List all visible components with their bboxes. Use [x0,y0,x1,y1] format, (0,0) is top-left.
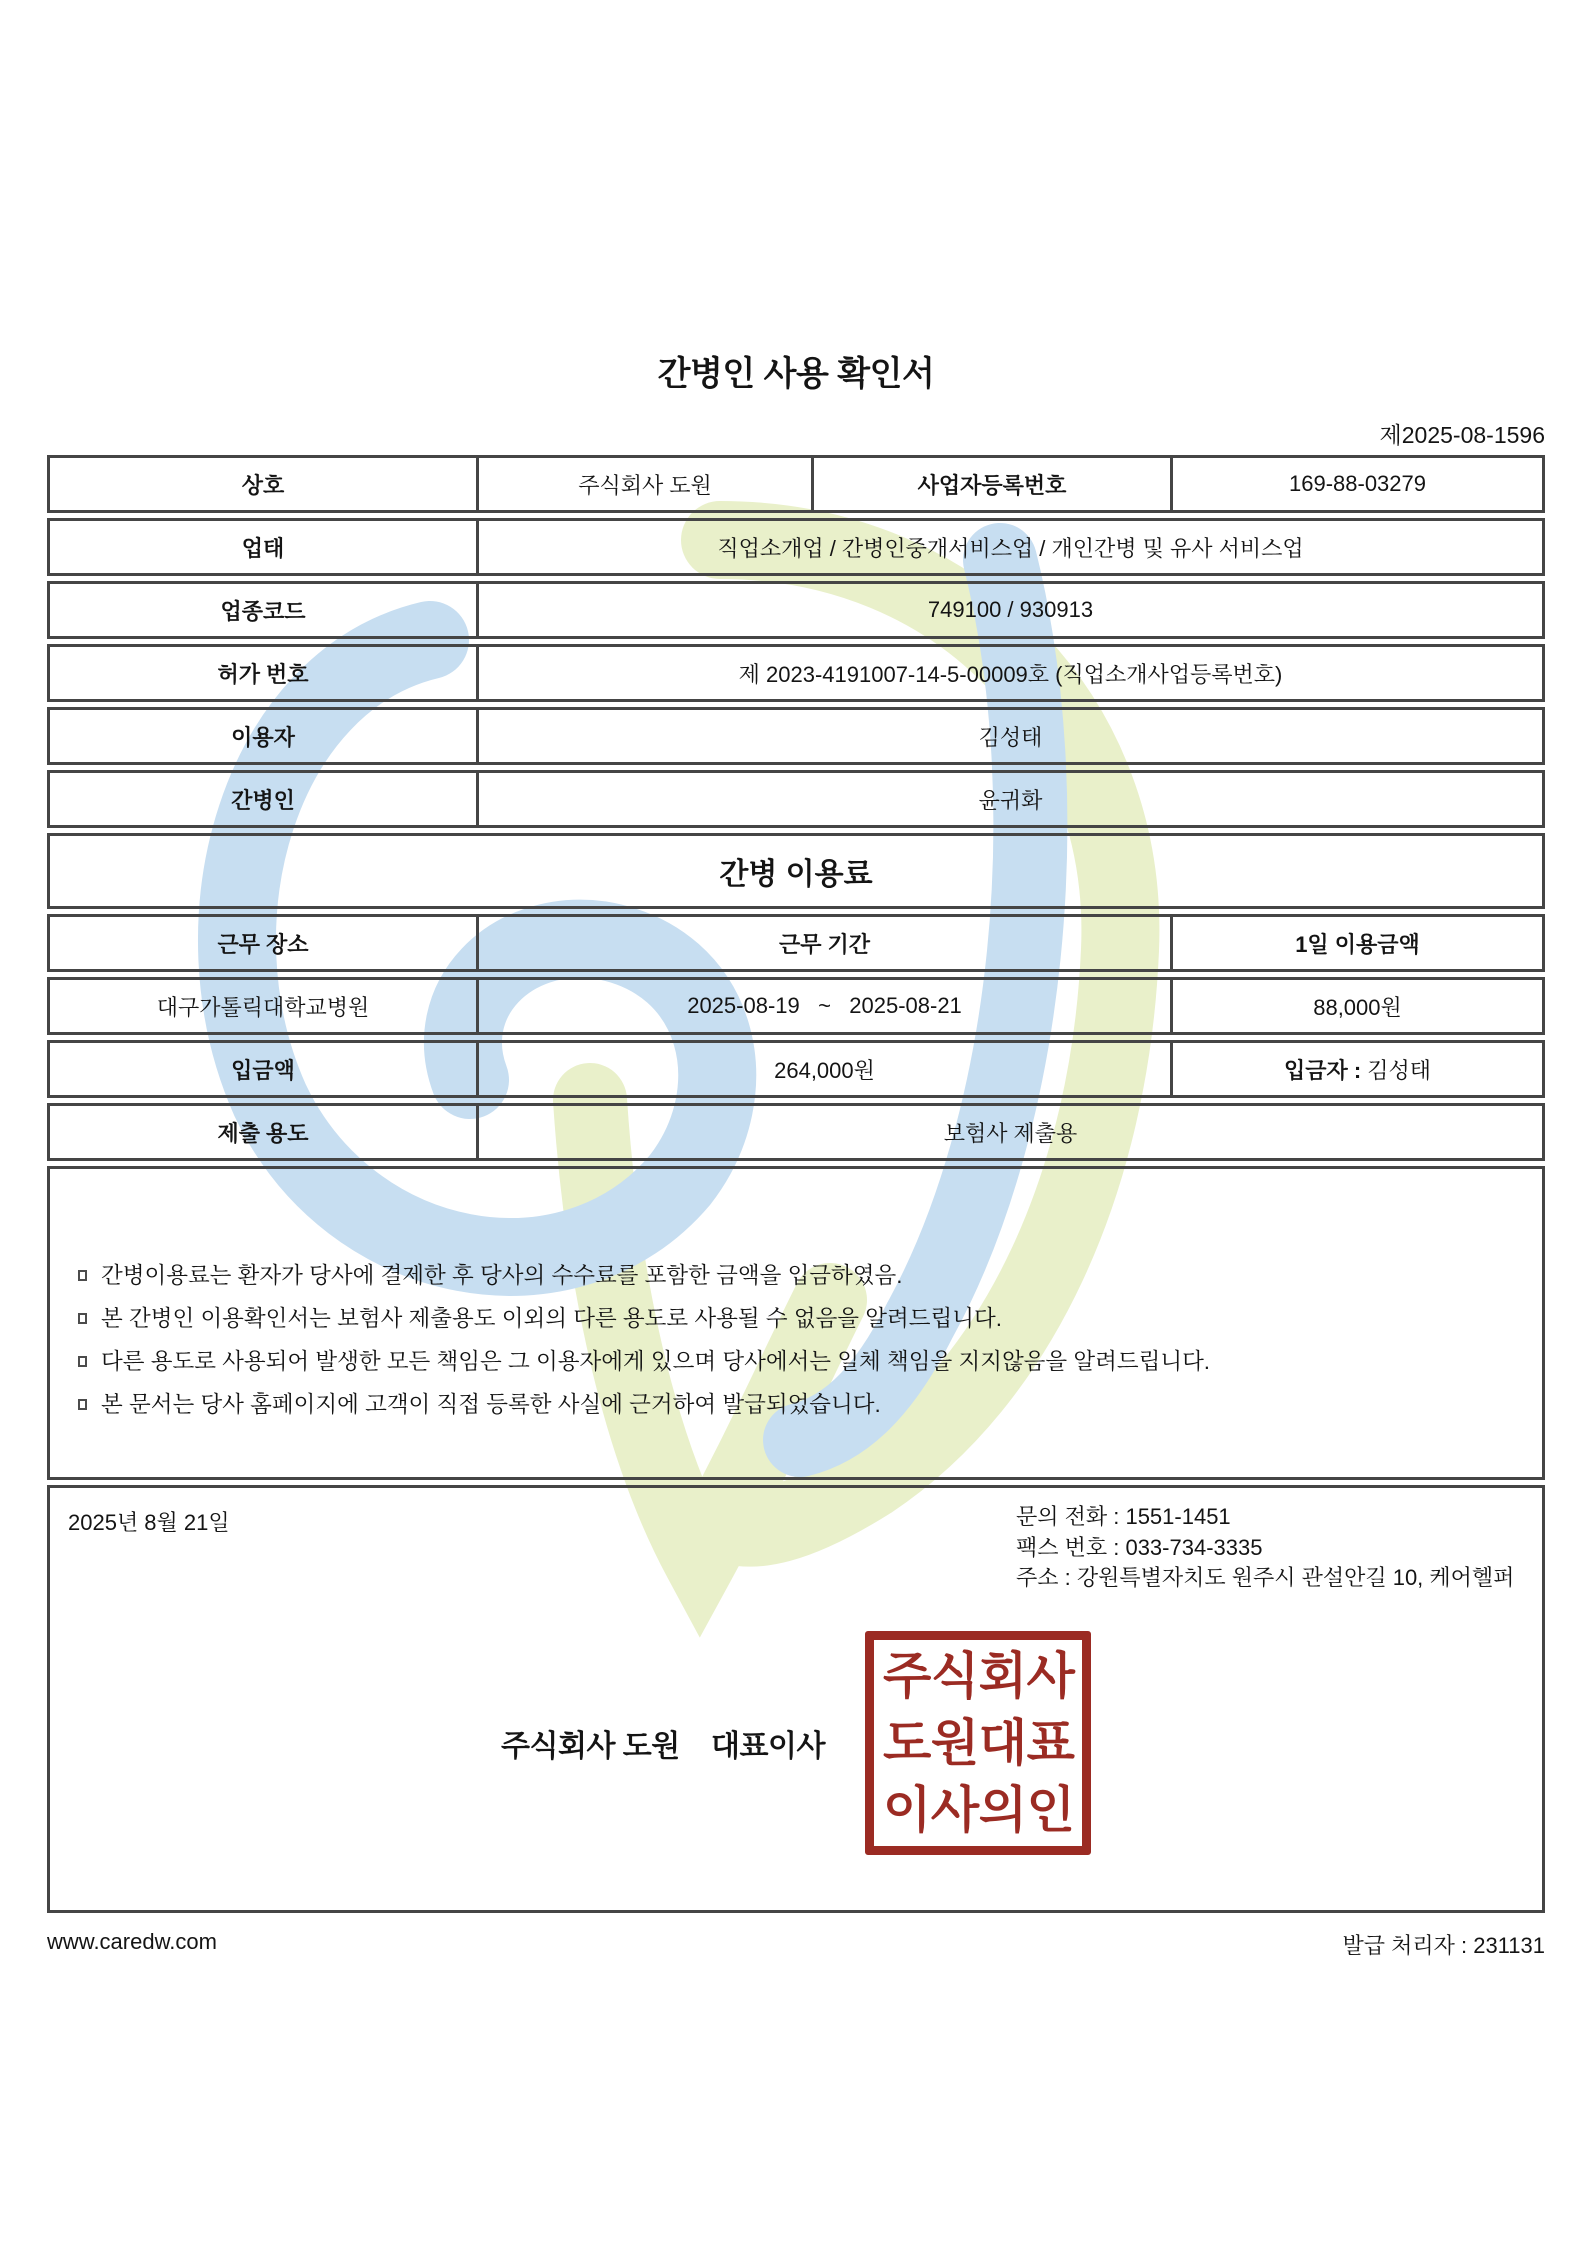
table-row-permit-number [47,644,1545,702]
square-bullet-icon [78,1356,87,1367]
user-value: 김성태 [476,710,1542,762]
permit-number-value: 제 2023-4191007-14-5-00009호 (직업소개사업등록번호) [476,647,1542,699]
industry-code-value: 749100 / 930913 [476,584,1542,636]
permit-number-label: 허가 번호 [217,661,309,687]
contact-address: 주소 : 강원특별자치도 원주시 관설안길 10, 케어헬퍼 [1016,1565,1515,1590]
note-text: 본 간병인 이용확인서는 보험사 제출용도 이외의 다른 용도로 사용될 수 없음을 알려드립니다. [101,1306,1002,1331]
corporate-seal-stamp [865,1631,1091,1855]
table-row-purpose [47,1103,1545,1161]
signature-row [50,1630,1542,1856]
notes-box [47,1166,1545,1480]
footer-issuer: 발급 처리자 : 231131 [1342,1933,1545,1958]
contact-fax: 팩스 번호 : 033-734-3335 [1016,1534,1263,1560]
daily-fee-header: 1일 이용금액 [1170,917,1542,969]
note-item [78,1304,1512,1347]
caregiver-value: 윤귀화 [476,773,1542,825]
business-regno-label: 사업자등록번호 [811,458,1170,510]
company-label: 상호 [241,472,285,498]
caregiver-label: 간병인 [231,787,295,813]
note-item [78,1347,1512,1390]
signature-box [47,1485,1545,1913]
contact-info [1016,1502,1514,1594]
document-number: 제2025-08-1596 [1379,422,1545,448]
note-text: 다른 용도로 사용되어 발생한 모든 책임은 그 이용자에게 있으며 당사에서는 일체 책임을 지지않음을 알려드립니다. [101,1349,1211,1374]
depositor-cell [1170,1043,1542,1095]
work-period-header: 근무 기간 [476,917,1170,969]
table-row-company [47,455,1545,513]
business-regno-value: 169-88-03279 [1170,458,1542,510]
business-type-label: 업태 [241,535,285,561]
table-row-user [47,707,1545,765]
table-row-industry-code [47,581,1545,639]
square-bullet-icon [78,1399,87,1410]
note-text: 본 문서는 당사 홈페이지에 고객이 직접 등록한 사실에 근거하여 발급되었습니다. [101,1392,881,1417]
care-fee-section-title: 간병 이용료 [47,833,1545,909]
work-place-value: 대구가톨릭대학교병원 [156,994,370,1020]
table-row-work-data [47,977,1545,1035]
seal-text-line: 도 원 대 표 [882,1715,1073,1771]
purpose-label: 제출 용도 [217,1120,309,1146]
table-row-business-type [47,518,1545,576]
page-footer [47,1929,1545,1960]
page-title: 간병인 사용 확인서 [657,355,935,393]
business-type-value: 직업소개업 / 간병인중개서비스업 / 개인간병 및 유사 서비스업 [476,521,1542,573]
company-signature-line: 주식회사 도원 대표이사 [501,1730,825,1763]
issue-date: 2025년 8월 21일 [68,1510,230,1535]
work-period-value: 2025-08-19 ~ 2025-08-21 [476,980,1170,1032]
work-place-header: 근무 장소 [217,931,309,957]
depositor-label: 입금자 : [1283,1057,1362,1083]
table-row-deposit [47,1040,1545,1098]
seal-text-line: 이 사 의 인 [882,1782,1073,1838]
note-item [78,1261,1512,1304]
industry-code-label: 업종코드 [220,598,306,624]
purpose-value: 보험사 제출용 [476,1106,1542,1158]
table-row-caregiver [47,770,1545,828]
seal-text-line: 주 식 회 사 [882,1648,1073,1704]
note-item [78,1390,1512,1433]
document-page [47,0,1545,1960]
contact-phone: 문의 전화 : 1551-1451 [1016,1504,1231,1529]
note-text: 간병이용료는 환자가 당사에 결제한 후 당사의 수수료를 포함한 금액을 입금하였음. [101,1263,903,1288]
square-bullet-icon [78,1313,87,1324]
square-bullet-icon [78,1270,87,1281]
company-value: 주식회사 도원 [476,458,811,510]
user-label: 이용자 [231,724,295,750]
footer-website: www.caredw.com [47,1929,217,1954]
daily-fee-value: 88,000원 [1170,980,1542,1032]
deposit-value: 264,000원 [476,1043,1170,1095]
table-row-work-header [47,914,1545,972]
depositor-value: 김성태 [1367,1057,1432,1083]
deposit-label: 입금액 [231,1057,295,1083]
